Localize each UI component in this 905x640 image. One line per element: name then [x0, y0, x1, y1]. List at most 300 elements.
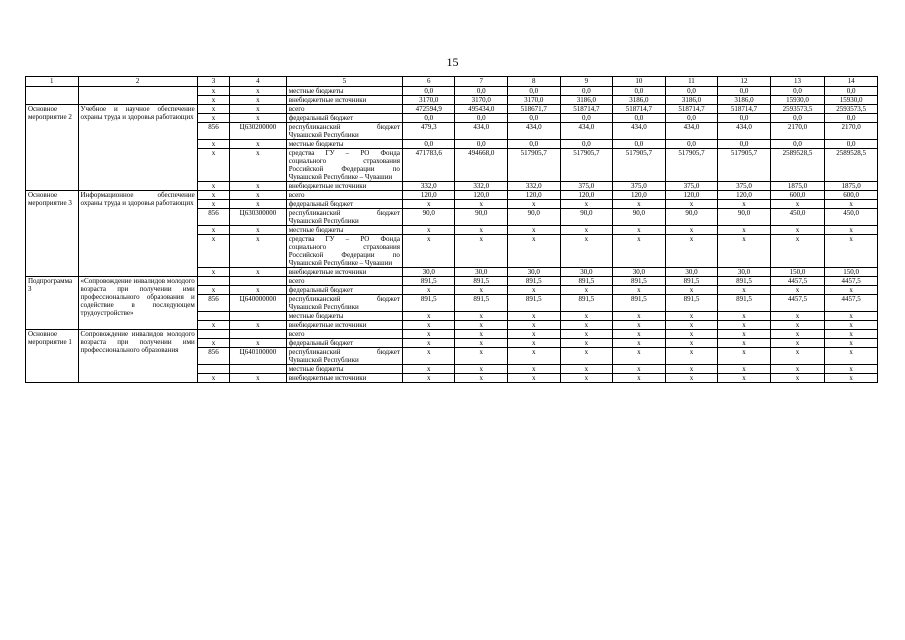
- year-value: 120,0: [455, 191, 508, 200]
- year-value: x: [508, 286, 561, 295]
- year-value: 332,0: [402, 182, 455, 191]
- year-value: x: [560, 226, 613, 235]
- year-value: 600,0: [770, 191, 825, 200]
- budget-code: x: [197, 87, 229, 96]
- target-code: x: [230, 374, 287, 383]
- budget-code: x: [197, 321, 229, 330]
- year-value: 0,0: [508, 87, 561, 96]
- year-value: x: [665, 312, 718, 321]
- year-value: 0,0: [770, 87, 825, 96]
- funding-source: всего: [286, 277, 402, 286]
- year-value: 518714,7: [560, 105, 613, 114]
- measure-description: «Сопровождение инвалидов молодого возраста при получении ими профессионального образования и содействие в последующем трудоустройстве»: [78, 277, 197, 330]
- year-value: 0,0: [560, 87, 613, 96]
- year-value: 0,0: [402, 140, 455, 149]
- year-value: x: [402, 348, 455, 365]
- year-value: x: [560, 365, 613, 374]
- year-value: 332,0: [508, 182, 561, 191]
- year-value: 90,0: [402, 209, 455, 226]
- column-header: 9: [560, 77, 613, 87]
- year-value: x: [718, 348, 771, 365]
- year-value: x: [718, 226, 771, 235]
- year-value: 0,0: [665, 87, 718, 96]
- year-value: 332,0: [455, 182, 508, 191]
- table-row: [26, 330, 878, 339]
- target-code: x: [230, 87, 287, 96]
- year-value: x: [508, 321, 561, 330]
- budget-code: 856: [197, 348, 229, 365]
- target-code: Ц640000000: [230, 295, 287, 312]
- budget-code: x: [197, 339, 229, 348]
- year-value: 494668,0: [455, 149, 508, 182]
- year-value: 0,0: [508, 140, 561, 149]
- year-value: 891,5: [455, 295, 508, 312]
- target-code: x: [230, 268, 287, 277]
- year-value: 4457,5: [825, 295, 878, 312]
- year-value: 0,0: [613, 87, 666, 96]
- year-value: x: [402, 365, 455, 374]
- year-value: 434,0: [665, 123, 718, 140]
- year-value: x: [560, 286, 613, 295]
- year-value: x: [825, 374, 878, 383]
- year-value: x: [402, 330, 455, 339]
- year-value: 517905,7: [718, 149, 771, 182]
- year-value: x: [613, 330, 666, 339]
- year-value: x: [613, 286, 666, 295]
- year-value: 0,0: [770, 114, 825, 123]
- year-value: x: [825, 286, 878, 295]
- year-value: 891,5: [665, 295, 718, 312]
- budget-code: x: [197, 149, 229, 182]
- year-value: x: [508, 226, 561, 235]
- year-value: 120,0: [402, 191, 455, 200]
- year-value: x: [770, 365, 825, 374]
- year-value: 0,0: [718, 87, 771, 96]
- year-value: 0,0: [665, 140, 718, 149]
- column-header: 7: [455, 77, 508, 87]
- measure-description: Учебное и научное обеспечение охраны труда и здоровья работающих: [78, 105, 197, 191]
- year-value: x: [508, 330, 561, 339]
- year-value: 4457,5: [770, 295, 825, 312]
- year-value: 891,5: [508, 295, 561, 312]
- year-value: x: [560, 200, 613, 209]
- budget-code: x: [197, 235, 229, 268]
- funding-source: федеральный бюджет: [286, 114, 402, 123]
- year-value: 471783,6: [402, 149, 455, 182]
- year-value: x: [718, 339, 771, 348]
- year-value: 517905,7: [508, 149, 561, 182]
- year-value: 0,0: [508, 114, 561, 123]
- year-value: x: [770, 339, 825, 348]
- year-value: x: [402, 286, 455, 295]
- target-code: [230, 330, 287, 339]
- year-value: x: [613, 312, 666, 321]
- year-value: x: [718, 365, 771, 374]
- year-value: x: [508, 348, 561, 365]
- header-row: [26, 77, 878, 87]
- year-value: 2589528,5: [770, 149, 825, 182]
- year-value: x: [455, 235, 508, 268]
- year-value: 891,5: [508, 277, 561, 286]
- year-value: 30,0: [718, 268, 771, 277]
- funding-source: республиканский бюджет Чувашской Республики: [286, 295, 402, 312]
- funding-source: федеральный бюджет: [286, 200, 402, 209]
- year-value: 891,5: [560, 277, 613, 286]
- year-value: x: [455, 365, 508, 374]
- year-value: x: [613, 365, 666, 374]
- year-value: 891,5: [718, 295, 771, 312]
- year-value: x: [508, 200, 561, 209]
- funding-source: республиканский бюджет Чувашской Республики: [286, 348, 402, 365]
- table-row: [26, 87, 878, 96]
- year-value: 450,0: [825, 209, 878, 226]
- column-header: 8: [508, 77, 561, 87]
- year-value: 30,0: [613, 268, 666, 277]
- budget-code: x: [197, 286, 229, 295]
- target-code: Ц630200000: [230, 123, 287, 140]
- target-code: x: [230, 114, 287, 123]
- year-value: 891,5: [613, 277, 666, 286]
- year-value: x: [613, 348, 666, 365]
- year-value: 891,5: [455, 277, 508, 286]
- year-value: x: [455, 321, 508, 330]
- year-value: x: [613, 374, 666, 383]
- budget-code: x: [197, 140, 229, 149]
- year-value: x: [770, 200, 825, 209]
- year-value: 0,0: [825, 140, 878, 149]
- budget-code: x: [197, 268, 229, 277]
- year-value: x: [508, 312, 561, 321]
- year-value: 0,0: [455, 114, 508, 123]
- target-code: x: [230, 191, 287, 200]
- year-value: 3186,0: [560, 96, 613, 105]
- year-value: x: [825, 226, 878, 235]
- year-value: 2170,0: [825, 123, 878, 140]
- year-value: x: [718, 200, 771, 209]
- column-header: 13: [770, 77, 825, 87]
- year-value: x: [665, 200, 718, 209]
- year-value: 120,0: [665, 191, 718, 200]
- year-value: x: [718, 312, 771, 321]
- year-value: 90,0: [560, 209, 613, 226]
- target-code: [230, 312, 287, 321]
- measure-name: Основное мероприятие 3: [26, 191, 79, 277]
- year-value: 3186,0: [613, 96, 666, 105]
- year-value: x: [825, 339, 878, 348]
- year-value: 375,0: [665, 182, 718, 191]
- year-value: 891,5: [560, 295, 613, 312]
- year-value: 0,0: [665, 114, 718, 123]
- year-value: 90,0: [508, 209, 561, 226]
- year-value: x: [665, 365, 718, 374]
- year-value: x: [770, 330, 825, 339]
- year-value: 0,0: [455, 140, 508, 149]
- year-value: 15930,0: [770, 96, 825, 105]
- page-number: 15: [446, 55, 459, 69]
- target-code: x: [230, 182, 287, 191]
- column-header: 4: [230, 77, 287, 87]
- funding-source: средства ГУ – РО Фонда социального страхования Российской Федерации по Чувашской Республике – Чувашии: [286, 235, 402, 268]
- budget-code: x: [197, 114, 229, 123]
- year-value: x: [825, 365, 878, 374]
- year-value: x: [455, 330, 508, 339]
- year-value: x: [560, 312, 613, 321]
- year-value: x: [770, 235, 825, 268]
- target-code: x: [230, 96, 287, 105]
- year-value: x: [613, 226, 666, 235]
- year-value: 891,5: [402, 277, 455, 286]
- funding-source: местные бюджеты: [286, 312, 402, 321]
- year-value: 0,0: [825, 87, 878, 96]
- funding-source: федеральный бюджет: [286, 286, 402, 295]
- year-value: 495434,0: [455, 105, 508, 114]
- year-value: 0,0: [613, 114, 666, 123]
- year-value: 30,0: [508, 268, 561, 277]
- target-code: x: [230, 339, 287, 348]
- budget-code: [197, 312, 229, 321]
- year-value: 0,0: [613, 140, 666, 149]
- measure-name: Основное мероприятие 2: [26, 105, 79, 191]
- year-value: x: [718, 330, 771, 339]
- funding-source: внебюджетные источники: [286, 268, 402, 277]
- target-code: [230, 277, 287, 286]
- measure-name: Основное мероприятие 1: [26, 330, 79, 383]
- year-value: 600,0: [825, 191, 878, 200]
- column-header: 5: [286, 77, 402, 87]
- year-value: x: [613, 339, 666, 348]
- target-code: x: [230, 105, 287, 114]
- year-value: 518714,7: [718, 105, 771, 114]
- year-value: x: [665, 235, 718, 268]
- year-value: x: [825, 330, 878, 339]
- column-header: 10: [613, 77, 666, 87]
- year-value: 434,0: [560, 123, 613, 140]
- year-value: x: [402, 321, 455, 330]
- year-value: 517905,7: [665, 149, 718, 182]
- year-value: 90,0: [718, 209, 771, 226]
- year-value: 891,5: [402, 295, 455, 312]
- year-value: 0,0: [718, 140, 771, 149]
- year-value: 2589528,5: [825, 149, 878, 182]
- year-value: x: [455, 200, 508, 209]
- year-value: x: [455, 374, 508, 383]
- year-value: x: [402, 374, 455, 383]
- year-value: x: [770, 374, 825, 383]
- column-header: 11: [665, 77, 718, 87]
- year-value: x: [665, 330, 718, 339]
- year-value: x: [825, 348, 878, 365]
- measure-description: Сопровождение инвалидов молодого возраста при получении ими профессионального образования: [78, 330, 197, 383]
- year-value: 30,0: [665, 268, 718, 277]
- year-value: 450,0: [770, 209, 825, 226]
- year-value: 90,0: [665, 209, 718, 226]
- budget-code: x: [197, 182, 229, 191]
- target-code: x: [230, 140, 287, 149]
- year-value: 90,0: [455, 209, 508, 226]
- year-value: 375,0: [560, 182, 613, 191]
- year-value: 518714,7: [613, 105, 666, 114]
- year-value: 518714,7: [665, 105, 718, 114]
- year-value: x: [560, 348, 613, 365]
- budget-code: x: [197, 105, 229, 114]
- year-value: 434,0: [508, 123, 561, 140]
- year-value: 4457,5: [770, 277, 825, 286]
- budget-code: 856: [197, 295, 229, 312]
- budget-code: x: [197, 226, 229, 235]
- year-value: 120,0: [508, 191, 561, 200]
- column-header: 12: [718, 77, 771, 87]
- year-value: 3186,0: [665, 96, 718, 105]
- table-row: [26, 105, 878, 114]
- funding-source: внебюджетные источники: [286, 321, 402, 330]
- budget-code: x: [197, 200, 229, 209]
- funding-source: внебюджетные источники: [286, 374, 402, 383]
- year-value: 2593573,5: [825, 105, 878, 114]
- year-value: 30,0: [560, 268, 613, 277]
- budget-code: x: [197, 96, 229, 105]
- table-row: [26, 191, 878, 200]
- year-value: 891,5: [718, 277, 771, 286]
- target-code: [230, 365, 287, 374]
- budget-code: 856: [197, 123, 229, 140]
- year-value: 0,0: [825, 114, 878, 123]
- budget-code: [197, 277, 229, 286]
- funding-source: внебюджетные источники: [286, 96, 402, 105]
- funding-source: республиканский бюджет Чувашской Республики: [286, 209, 402, 226]
- year-value: x: [508, 365, 561, 374]
- year-value: x: [613, 321, 666, 330]
- column-header: 3: [197, 77, 229, 87]
- year-value: 517905,7: [613, 149, 666, 182]
- target-code: x: [230, 235, 287, 268]
- funding-source: местные бюджеты: [286, 87, 402, 96]
- year-value: 375,0: [718, 182, 771, 191]
- year-value: x: [455, 339, 508, 348]
- year-value: 4457,5: [825, 277, 878, 286]
- column-header: 2: [78, 77, 197, 87]
- target-code: x: [230, 226, 287, 235]
- budget-code: x: [197, 374, 229, 383]
- budget-code: x: [197, 191, 229, 200]
- year-value: x: [665, 339, 718, 348]
- year-value: 434,0: [613, 123, 666, 140]
- year-value: 1875,0: [770, 182, 825, 191]
- year-value: 0,0: [718, 114, 771, 123]
- year-value: 3170,0: [402, 96, 455, 105]
- year-value: x: [402, 339, 455, 348]
- year-value: 0,0: [560, 140, 613, 149]
- year-value: x: [508, 374, 561, 383]
- year-value: x: [770, 321, 825, 330]
- year-value: x: [825, 321, 878, 330]
- year-value: 0,0: [402, 114, 455, 123]
- year-value: 891,5: [665, 277, 718, 286]
- target-code: x: [230, 321, 287, 330]
- year-value: x: [825, 312, 878, 321]
- year-value: x: [825, 200, 878, 209]
- year-value: x: [402, 226, 455, 235]
- year-value: x: [770, 348, 825, 365]
- year-value: 150,0: [825, 268, 878, 277]
- budget-code: 856: [197, 209, 229, 226]
- column-header: 6: [402, 77, 455, 87]
- year-value: x: [825, 235, 878, 268]
- funding-source: внебюджетные источники: [286, 182, 402, 191]
- year-value: x: [613, 200, 666, 209]
- year-value: 479,3: [402, 123, 455, 140]
- column-header: 1: [26, 77, 79, 87]
- year-value: 120,0: [718, 191, 771, 200]
- year-value: x: [770, 226, 825, 235]
- year-value: x: [455, 286, 508, 295]
- year-value: x: [560, 321, 613, 330]
- year-value: x: [560, 235, 613, 268]
- funding-source: всего: [286, 105, 402, 114]
- funding-source: средства ГУ – РО Фонда социального страхования Российской Федерации по Чувашской Республике – Чувашии: [286, 149, 402, 182]
- year-value: x: [665, 374, 718, 383]
- year-value: x: [718, 235, 771, 268]
- year-value: x: [508, 235, 561, 268]
- year-value: x: [508, 339, 561, 348]
- year-value: x: [665, 321, 718, 330]
- year-value: 120,0: [613, 191, 666, 200]
- year-value: x: [665, 286, 718, 295]
- funding-source: федеральный бюджет: [286, 339, 402, 348]
- funding-source: местные бюджеты: [286, 365, 402, 374]
- year-value: 472594,9: [402, 105, 455, 114]
- year-value: x: [770, 312, 825, 321]
- table-row: [26, 277, 878, 286]
- year-value: 3186,0: [718, 96, 771, 105]
- year-value: 90,0: [613, 209, 666, 226]
- year-value: 1875,0: [825, 182, 878, 191]
- year-value: x: [613, 235, 666, 268]
- column-header: 14: [825, 77, 878, 87]
- target-code: Ц630300000: [230, 209, 287, 226]
- budget-code: [197, 365, 229, 374]
- year-value: 518671,7: [508, 105, 561, 114]
- target-code: x: [230, 149, 287, 182]
- year-value: 517905,7: [560, 149, 613, 182]
- year-value: 2593573,5: [770, 105, 825, 114]
- year-value: x: [560, 374, 613, 383]
- budget-code: [197, 330, 229, 339]
- year-value: x: [770, 286, 825, 295]
- year-value: x: [718, 286, 771, 295]
- measure-name: [26, 87, 79, 105]
- year-value: 15930,0: [825, 96, 878, 105]
- year-value: x: [665, 348, 718, 365]
- year-value: 0,0: [402, 87, 455, 96]
- funding-source: местные бюджеты: [286, 140, 402, 149]
- year-value: x: [402, 312, 455, 321]
- funding-source: местные бюджеты: [286, 226, 402, 235]
- year-value: 434,0: [455, 123, 508, 140]
- year-value: x: [455, 312, 508, 321]
- year-value: 0,0: [455, 87, 508, 96]
- year-value: 3170,0: [508, 96, 561, 105]
- year-value: x: [402, 235, 455, 268]
- measure-description: Информационное обеспечение охраны труда и здоровья работающих: [78, 191, 197, 277]
- year-value: 120,0: [560, 191, 613, 200]
- year-value: 891,5: [613, 295, 666, 312]
- target-code: x: [230, 200, 287, 209]
- year-value: x: [455, 348, 508, 365]
- year-value: x: [560, 339, 613, 348]
- funding-source: всего: [286, 191, 402, 200]
- year-value: x: [718, 321, 771, 330]
- year-value: 434,0: [718, 123, 771, 140]
